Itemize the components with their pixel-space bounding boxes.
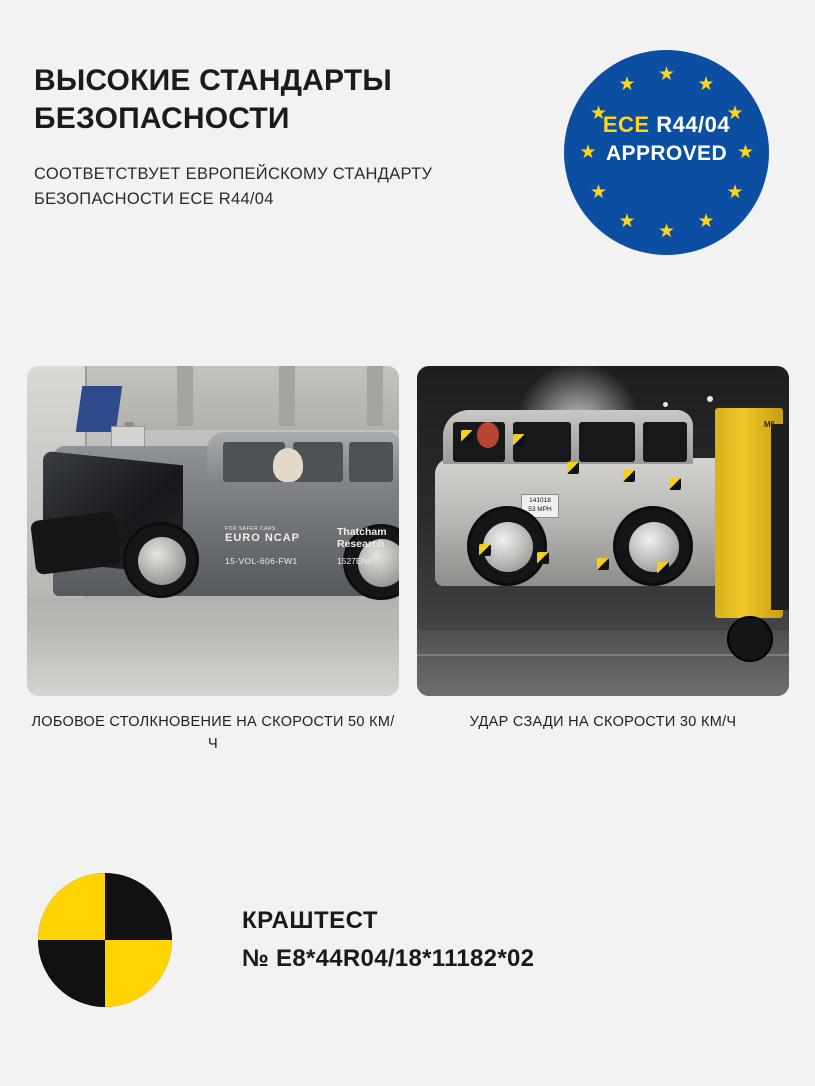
star-icon: ★ xyxy=(726,102,744,124)
quarter-window xyxy=(643,422,687,462)
star-icon: ★ xyxy=(618,74,636,95)
header-block xyxy=(34,62,554,213)
certification-number: № E8*44R04/18*11182*02 xyxy=(242,945,535,972)
debris-particle xyxy=(663,402,668,407)
certification-footer xyxy=(38,870,778,1010)
barrier-label: M6 xyxy=(763,420,775,429)
photo-captions xyxy=(27,712,789,756)
star-icon: ★ xyxy=(618,210,636,232)
star-icon: ★ xyxy=(657,63,676,85)
euro-ncap-label: EURO NCAP xyxy=(225,532,301,544)
star-icon: ★ xyxy=(697,210,715,232)
euro-ncap-tagline: FOR SAFER CARS xyxy=(225,526,276,532)
crash-test-dummy-marker-icon xyxy=(38,873,172,1007)
calibration-marker xyxy=(597,558,609,570)
wheel-rim xyxy=(629,522,679,572)
badge-approved-label: APPROVED xyxy=(605,142,728,165)
deformed-bumper xyxy=(30,511,122,575)
crash-test-photos xyxy=(27,366,789,696)
debris-particle xyxy=(707,396,713,402)
marker-quadrant-yellow xyxy=(38,873,105,940)
calibration-marker xyxy=(623,470,635,482)
calibration-marker xyxy=(567,462,579,474)
star-icon: ★ xyxy=(697,74,715,95)
ece-approval-badge xyxy=(564,50,769,255)
wheel-rim xyxy=(138,537,186,585)
euro-ncap-logo xyxy=(225,526,300,544)
rear-wheel xyxy=(613,506,693,586)
crash-test-dummy xyxy=(477,422,499,448)
marker-quadrant-yellow xyxy=(105,940,172,1007)
rear-impact-caption: УДАР СЗАДИ НА СКОРОСТИ 30 КМ/Ч xyxy=(469,714,737,730)
thatcham-logo: Thatcham Research xyxy=(337,526,387,551)
marker-quadrant-black xyxy=(38,940,105,1007)
thatcham-test-code: 1527ENF xyxy=(337,556,373,566)
calibration-marker xyxy=(513,434,525,446)
vehicle-test-code: 15-VOL-606-FW1 xyxy=(225,556,298,566)
star-icon: ★ xyxy=(736,142,755,163)
lab-floor xyxy=(27,618,399,696)
crashtest-label: КРАШТЕСТ xyxy=(242,907,379,934)
calibration-marker xyxy=(657,562,669,574)
calibration-marker xyxy=(461,430,473,442)
star-icon: ★ xyxy=(726,181,744,203)
frontal-crash-caption: ЛОБОВОЕ СТОЛКНОВЕНИЕ НА СКОРОСТИ 50 КМ/Ч xyxy=(31,714,395,752)
badge-standard-line xyxy=(564,112,769,138)
sled-wheel xyxy=(727,616,773,662)
marker-quadrant-black xyxy=(105,873,172,940)
star-icon: ★ xyxy=(589,181,608,203)
page-title: ВЫСОКИЕ СТАНДАРТЫ БЕЗОПАСНОСТИ xyxy=(34,64,392,136)
rear-impact-crash-test-photo xyxy=(417,366,789,696)
page-subtitle: СООТВЕТСТВУЕТ ЕВРОПЕЙСКОМУ СТАНДАРТУ БЕЗОПАСНОСТИ ECE R44/04 xyxy=(34,164,433,209)
star-icon: ★ xyxy=(657,221,676,242)
star-icon: ★ xyxy=(589,102,608,124)
badge-standard-number: R44/04 xyxy=(656,112,731,137)
frontal-crash-test-photo xyxy=(27,366,399,696)
calibration-marker xyxy=(669,478,681,490)
ceiling-beam xyxy=(279,366,295,426)
certification-text xyxy=(242,907,534,973)
rear-side-window xyxy=(579,422,635,462)
calibration-marker xyxy=(479,544,491,556)
crash-test-dummy xyxy=(273,448,303,482)
star-icon: ★ xyxy=(579,142,597,163)
door-decals xyxy=(225,526,395,570)
calibration-marker xyxy=(537,552,549,564)
front-wheel xyxy=(123,522,199,598)
ceiling-beam xyxy=(367,366,383,426)
test-speed-value: 53 MPH xyxy=(528,505,552,513)
badge-ece-label: ECE xyxy=(602,112,650,137)
badge-text xyxy=(564,112,769,166)
rear-side-window xyxy=(349,442,393,482)
test-id-number: 141018 xyxy=(529,497,551,504)
barrier-dark-edge xyxy=(771,424,789,610)
ceiling-beam xyxy=(177,366,193,426)
